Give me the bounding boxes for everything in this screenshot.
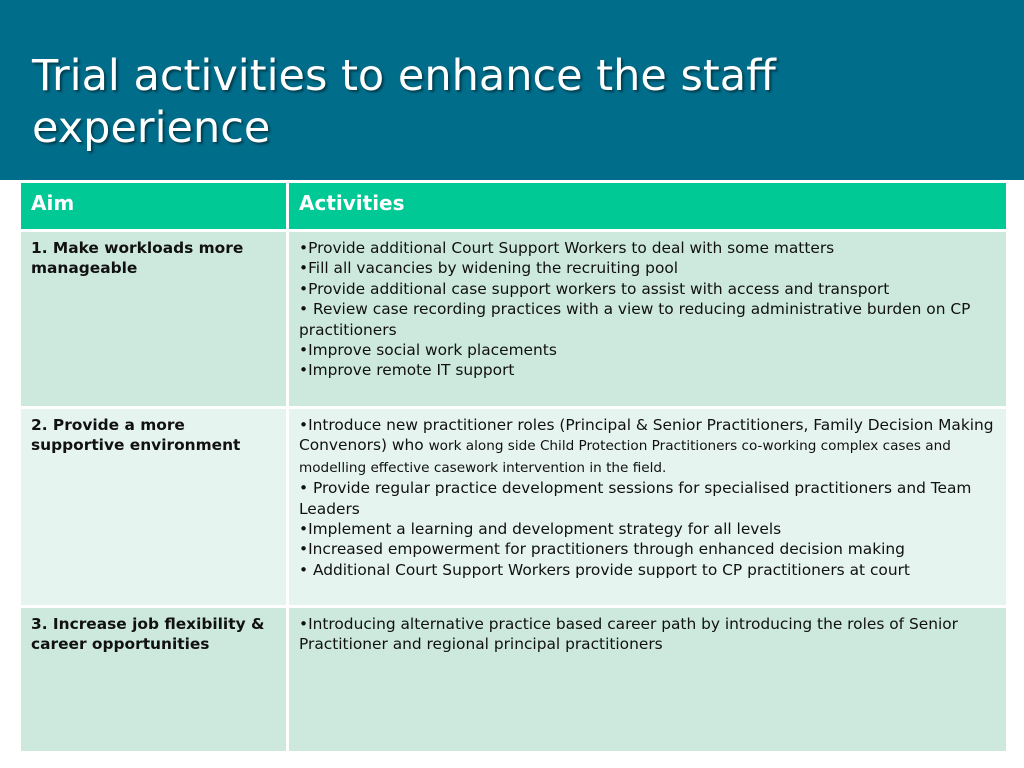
activities-cell: [288, 408, 1008, 607]
header-aim: Aim: [20, 182, 288, 231]
aim-cell: 3. Increase job flexibility & career opportunities: [20, 607, 288, 753]
activity-item: • Review case recording practices with a view to reducing administrative burden on CP practitioners: [299, 300, 971, 339]
slide-title: Trial activities to enhance the staff experience: [32, 51, 776, 153]
activities-table: [18, 180, 1009, 754]
aim-cell: 2. Provide a more supportive environment: [20, 408, 288, 607]
activity-item: [299, 415, 996, 478]
activity-item: • Provide regular practice development sessions for specialised practitioners and Team Leaders: [299, 479, 972, 518]
activity-item: •Implement a learning and development strategy for all levels: [299, 520, 782, 539]
activity-roles-tail: work along side Child Protection Practitioners co-working complex cases and modelling effective casework intervention in the field.: [299, 438, 951, 476]
activity-item: •Fill all vacancies by widening the recruiting pool: [299, 259, 679, 278]
title-bar: [0, 0, 1024, 180]
activity-item: •Provide additional Court Support Workers to deal with some matters: [299, 239, 835, 257]
activity-item: •Improve social work placements: [299, 341, 557, 360]
activity-item: • Additional Court Support Workers provide support to CP practitioners at court: [299, 560, 910, 579]
activity-item: •Provide additional case support workers to assist with access and transport: [299, 279, 890, 298]
activity-roles-lead: •Introduce new practitioner roles (Principal & Senior Practitioners, Family Decision Making Convenors) who: [299, 416, 994, 455]
activity-item: •Introducing alternative practice based career path by introducing the roles of Senior Practitioner and regional principal practitioners: [299, 615, 958, 654]
table-row: [20, 231, 1008, 408]
table-row: [20, 607, 1008, 753]
table-row: [20, 408, 1008, 607]
aim-cell: 1. Make workloads more manageable: [20, 231, 288, 408]
activities-cell: [288, 607, 1008, 753]
activity-item: •Improve remote IT support: [299, 361, 515, 380]
header-activities: Activities: [288, 182, 1008, 231]
activity-item: •Increased empowerment for practitioners through enhanced decision making: [299, 540, 905, 559]
table-header-row: [20, 182, 1008, 231]
activities-cell: [288, 231, 1008, 408]
